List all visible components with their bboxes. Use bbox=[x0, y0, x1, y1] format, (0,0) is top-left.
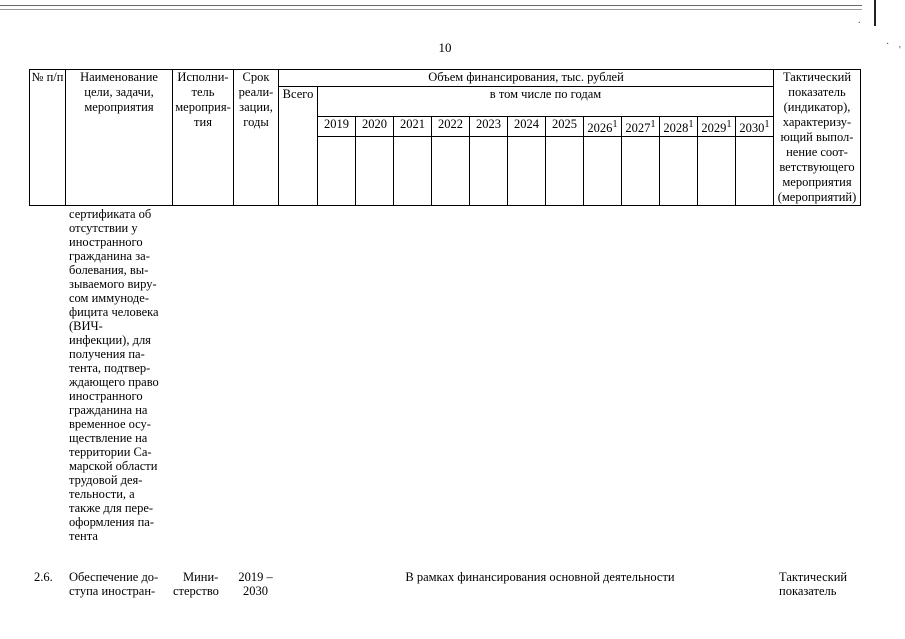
text-line: болевания, вы- bbox=[69, 263, 149, 277]
footnote-mark: 1 bbox=[650, 118, 656, 130]
year-2021: 2021 bbox=[394, 116, 432, 136]
text-line: тента bbox=[69, 529, 98, 543]
text-line: тента, подтвер- bbox=[69, 361, 151, 375]
header-by-years: в том числе по годам bbox=[318, 87, 774, 117]
row-name bbox=[69, 570, 166, 598]
row-indicator bbox=[779, 570, 869, 598]
empty-cell bbox=[698, 137, 736, 206]
empty-cell bbox=[736, 137, 774, 206]
empty-cell bbox=[356, 137, 394, 206]
empty-cell bbox=[432, 137, 470, 206]
text-line: гражданина на bbox=[69, 403, 148, 417]
text-line: иностранного bbox=[69, 389, 143, 403]
text-line: (ВИЧ- bbox=[69, 319, 103, 333]
text-line: также для пере- bbox=[69, 501, 154, 515]
text-line: временное осу- bbox=[69, 417, 151, 431]
year-2023: 2023 bbox=[470, 116, 508, 136]
footnote-mark: 1 bbox=[688, 118, 694, 130]
text-line: показатель bbox=[779, 584, 837, 598]
empty-cell bbox=[394, 137, 432, 206]
text-line: иностранного bbox=[69, 235, 143, 249]
year-2029: 2029$^1$ bbox=[698, 116, 736, 136]
year-2030: 2030$^1$ bbox=[736, 116, 774, 136]
footnote-mark: 1 bbox=[726, 118, 732, 130]
text-line: оформления па- bbox=[69, 515, 155, 529]
scan-speck: . bbox=[858, 15, 861, 26]
continued-row-name bbox=[69, 207, 166, 543]
header-table bbox=[29, 69, 861, 206]
footnote-mark: 1 bbox=[612, 118, 618, 130]
header-number: № п/п bbox=[30, 70, 66, 206]
header-name: Наименование цели, задачи, мероприятия bbox=[66, 70, 173, 206]
top-border-line bbox=[0, 5, 862, 6]
top-border-line-secondary bbox=[0, 9, 862, 10]
text-line: фицита человека bbox=[69, 305, 159, 319]
row-funding-note: В рамках финансирования основной деятельности bbox=[405, 570, 675, 584]
year-2027: 2027$^1$ bbox=[622, 116, 660, 136]
text-line: зываемого виру- bbox=[69, 277, 157, 291]
empty-cell bbox=[660, 137, 698, 206]
text-line: ступа иностран- bbox=[69, 584, 156, 598]
text-line: марской области bbox=[69, 459, 158, 473]
row-executor bbox=[173, 570, 233, 598]
text-line: сертификата об bbox=[69, 207, 152, 221]
text-line: сом иммуноде- bbox=[69, 291, 150, 305]
empty-cell bbox=[318, 137, 356, 206]
text-line: Тактический bbox=[779, 570, 848, 584]
empty-cell bbox=[508, 137, 546, 206]
text-line: 2030 bbox=[243, 584, 268, 598]
year-2019: 2019 bbox=[318, 116, 356, 136]
scan-speck: ' bbox=[899, 45, 901, 56]
text-line: ществление на bbox=[69, 431, 148, 445]
header-indicator: Тактический показатель (индикатор), характеризу-ющий выпол-нение соот-ветствующего мероприятия (мероприятий) bbox=[774, 70, 861, 206]
page-number: 10 bbox=[438, 40, 452, 55]
text-line: 2019 – bbox=[238, 570, 273, 584]
year-2022: 2022 bbox=[432, 116, 470, 136]
footnote-mark: 1 bbox=[764, 118, 770, 130]
text-line: Мини- bbox=[183, 570, 219, 584]
text-line: Обеспечение до- bbox=[69, 570, 159, 584]
empty-cell bbox=[622, 137, 660, 206]
text-line: территории Са- bbox=[69, 445, 152, 459]
text-line: получения па- bbox=[69, 347, 145, 361]
text-line: инфекции), для bbox=[69, 333, 151, 347]
year-2025: 2025 bbox=[546, 116, 584, 136]
scan-speck: · bbox=[886, 39, 890, 50]
row-number: 2.6. bbox=[34, 570, 53, 584]
year-2024: 2024 bbox=[508, 116, 546, 136]
text-line: трудовой дея- bbox=[69, 473, 143, 487]
header-total: Всего bbox=[279, 87, 318, 206]
text-line: гражданина за- bbox=[69, 249, 150, 263]
year-2026: 2026$^1$ bbox=[584, 116, 622, 136]
scan-edge-mark bbox=[874, 0, 876, 26]
header-executor: Исполни-тель мероприя-тия bbox=[173, 70, 234, 206]
header-term: Срок реали-зации, годы bbox=[234, 70, 279, 206]
year-2020: 2020 bbox=[356, 116, 394, 136]
text-line: ждающего право bbox=[69, 375, 159, 389]
header-funding: Объем финансирования, тыс. рублей bbox=[279, 70, 774, 87]
empty-cell bbox=[470, 137, 508, 206]
text-line: отсутствии у bbox=[69, 221, 138, 235]
year-2028: 2028$^1$ bbox=[660, 116, 698, 136]
empty-cell bbox=[546, 137, 584, 206]
empty-cell bbox=[584, 137, 622, 206]
row-term bbox=[233, 570, 278, 598]
text-line: стерство bbox=[173, 584, 219, 598]
text-line: тельности, а bbox=[69, 487, 135, 501]
